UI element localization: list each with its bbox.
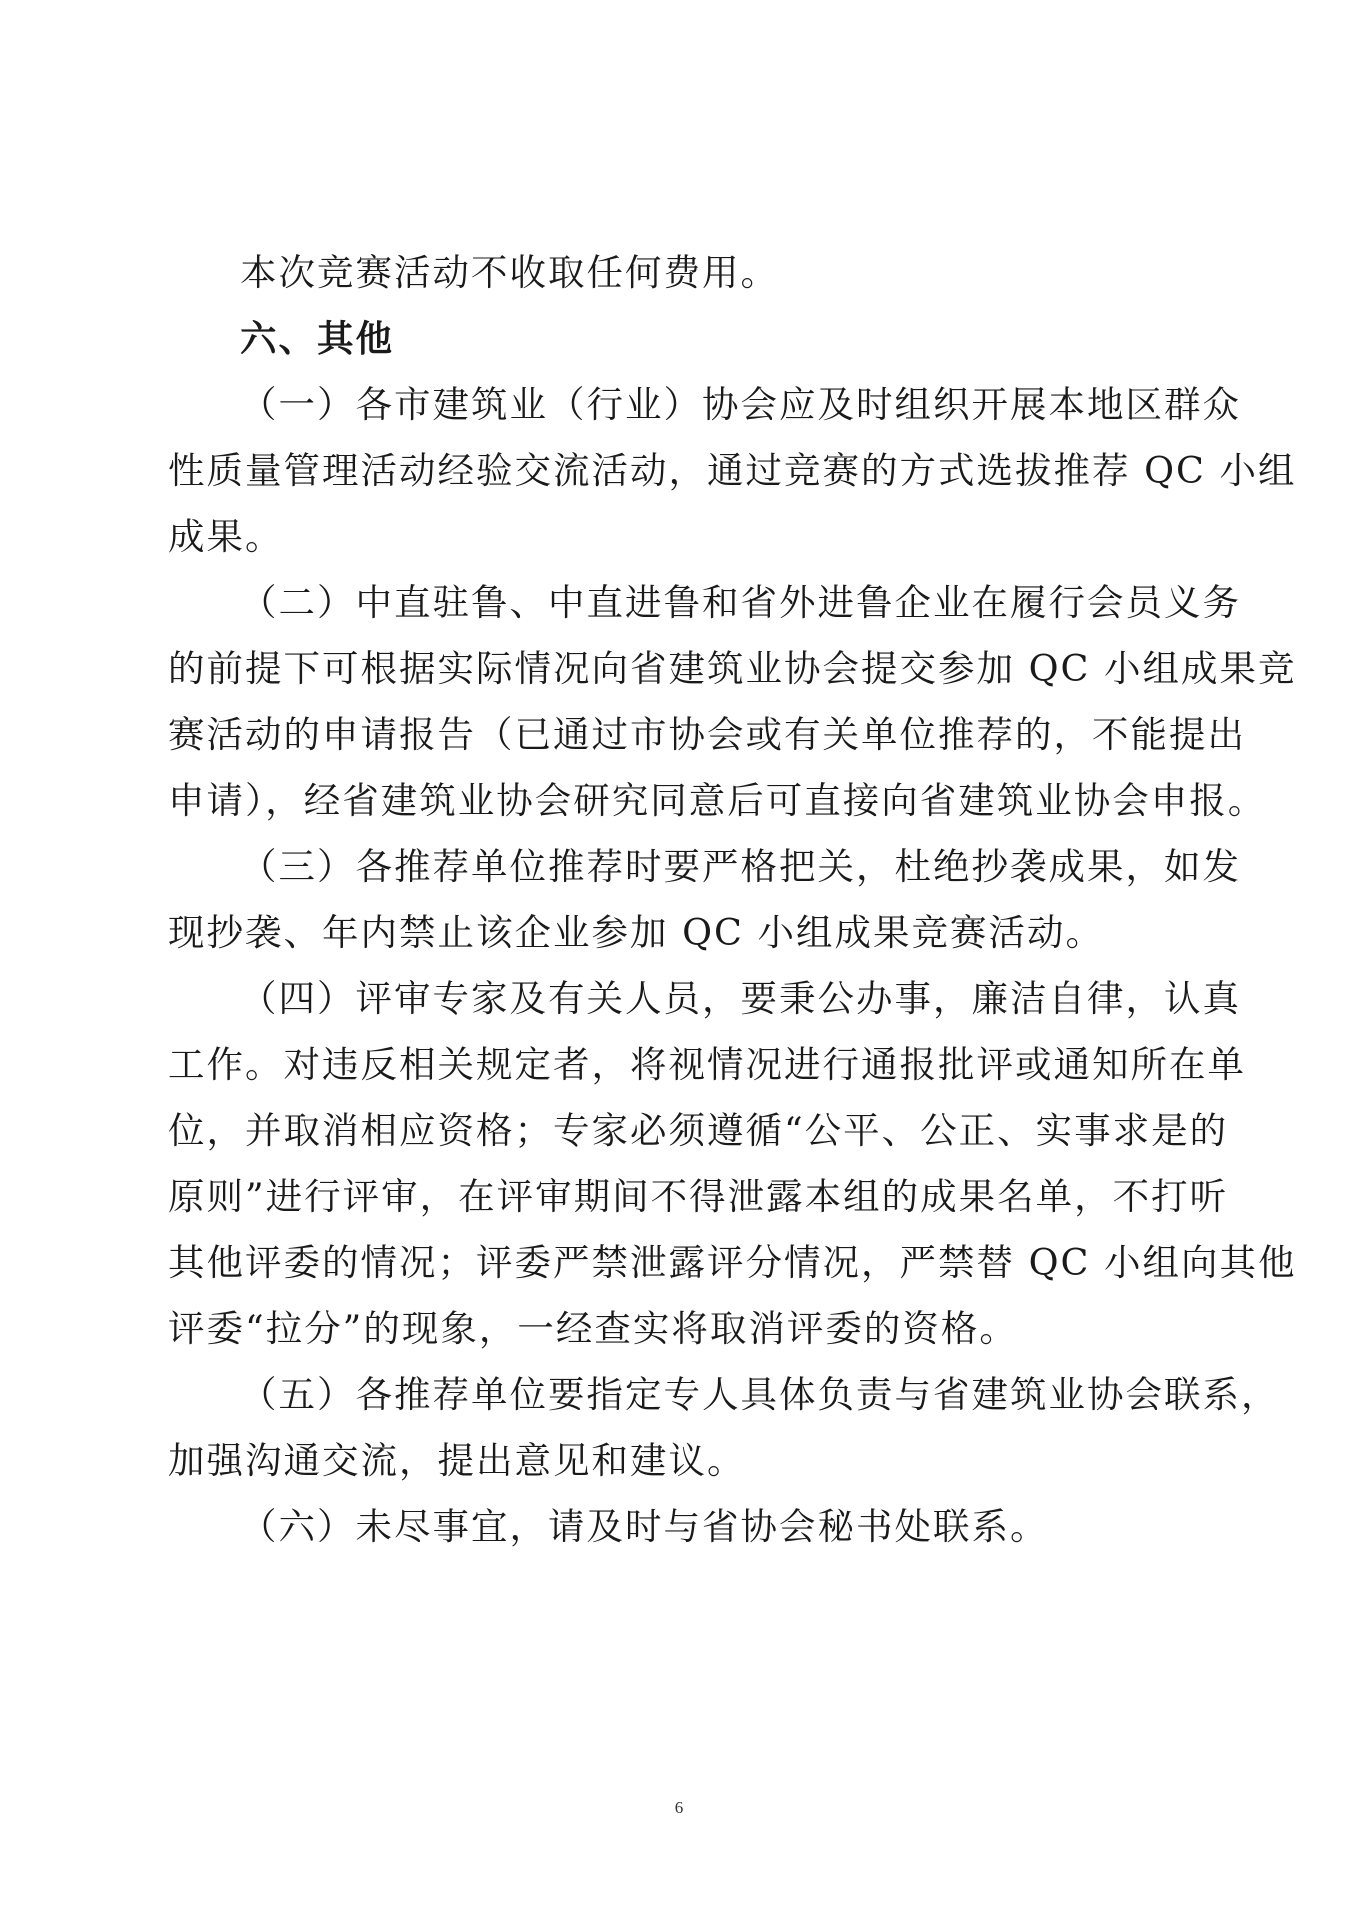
document-body: [168, 240, 1297, 1560]
item-four-line-1: （四）评审专家及有关人员，要秉公办事，廉洁自律，认真: [240, 977, 1241, 1020]
item-one-line-3: 成果。: [168, 515, 284, 558]
item-five-line-1: （五）各推荐单位要指定专人具体负责与省建筑业协会联系，: [240, 1373, 1280, 1416]
page-number: 6: [674, 1798, 684, 1817]
item-three-line-2: 现抄袭、年内禁止该企业参加 QC 小组成果竞赛活动。: [168, 911, 1105, 954]
paragraph-line-fee: 本次竞赛活动不收取任何费用。: [240, 251, 779, 294]
item-two-line-2: 的前提下可根据实际情况向省建筑业协会提交参加 QC 小组成果竞: [168, 647, 1297, 690]
item-three-line-1: （三）各推荐单位推荐时要严格把关，杜绝抄袭成果，如发: [240, 845, 1241, 888]
item-two-line-1: （二）中直驻鲁、中直进鲁和省外进鲁企业在履行会员义务: [240, 581, 1241, 624]
item-six-line-1: （六）未尽事宜，请及时与省协会秘书处联系。: [240, 1505, 1049, 1548]
item-four-line-5: 其他评委的情况；评委严禁泄露评分情况，严禁替 QC 小组向其他: [168, 1241, 1297, 1284]
section-heading-other: 六、其他: [240, 317, 394, 360]
item-four-line-3: 位，并取消相应资格；专家必须遵循“公平、公正、实事求是的: [168, 1109, 1229, 1152]
item-four-line-6: 评委“拉分”的现象，一经查实将取消评委的资格。: [168, 1307, 1018, 1350]
item-two-line-3: 赛活动的申请报告（已通过市协会或有关单位推荐的，不能提出: [168, 713, 1246, 756]
item-one-line-2: 性质量管理活动经验交流活动，通过竞赛的方式选拔推荐 QC 小组: [168, 449, 1297, 492]
item-two-line-4: 申请），经省建筑业协会研究同意后可直接向省建筑业协会申报。: [168, 779, 1267, 822]
item-five-line-2: 加强沟通交流，提出意见和建议。: [168, 1439, 746, 1482]
item-four-line-4: 原则”进行评审，在评审期间不得泄露本组的成果名单，不打听: [168, 1175, 1229, 1218]
item-one-line-1: （一）各市建筑业（行业）协会应及时组织开展本地区群众: [240, 383, 1241, 426]
item-four-line-2: 工作。对违反相关规定者，将视情况进行通报批评或通知所在单: [168, 1043, 1246, 1086]
